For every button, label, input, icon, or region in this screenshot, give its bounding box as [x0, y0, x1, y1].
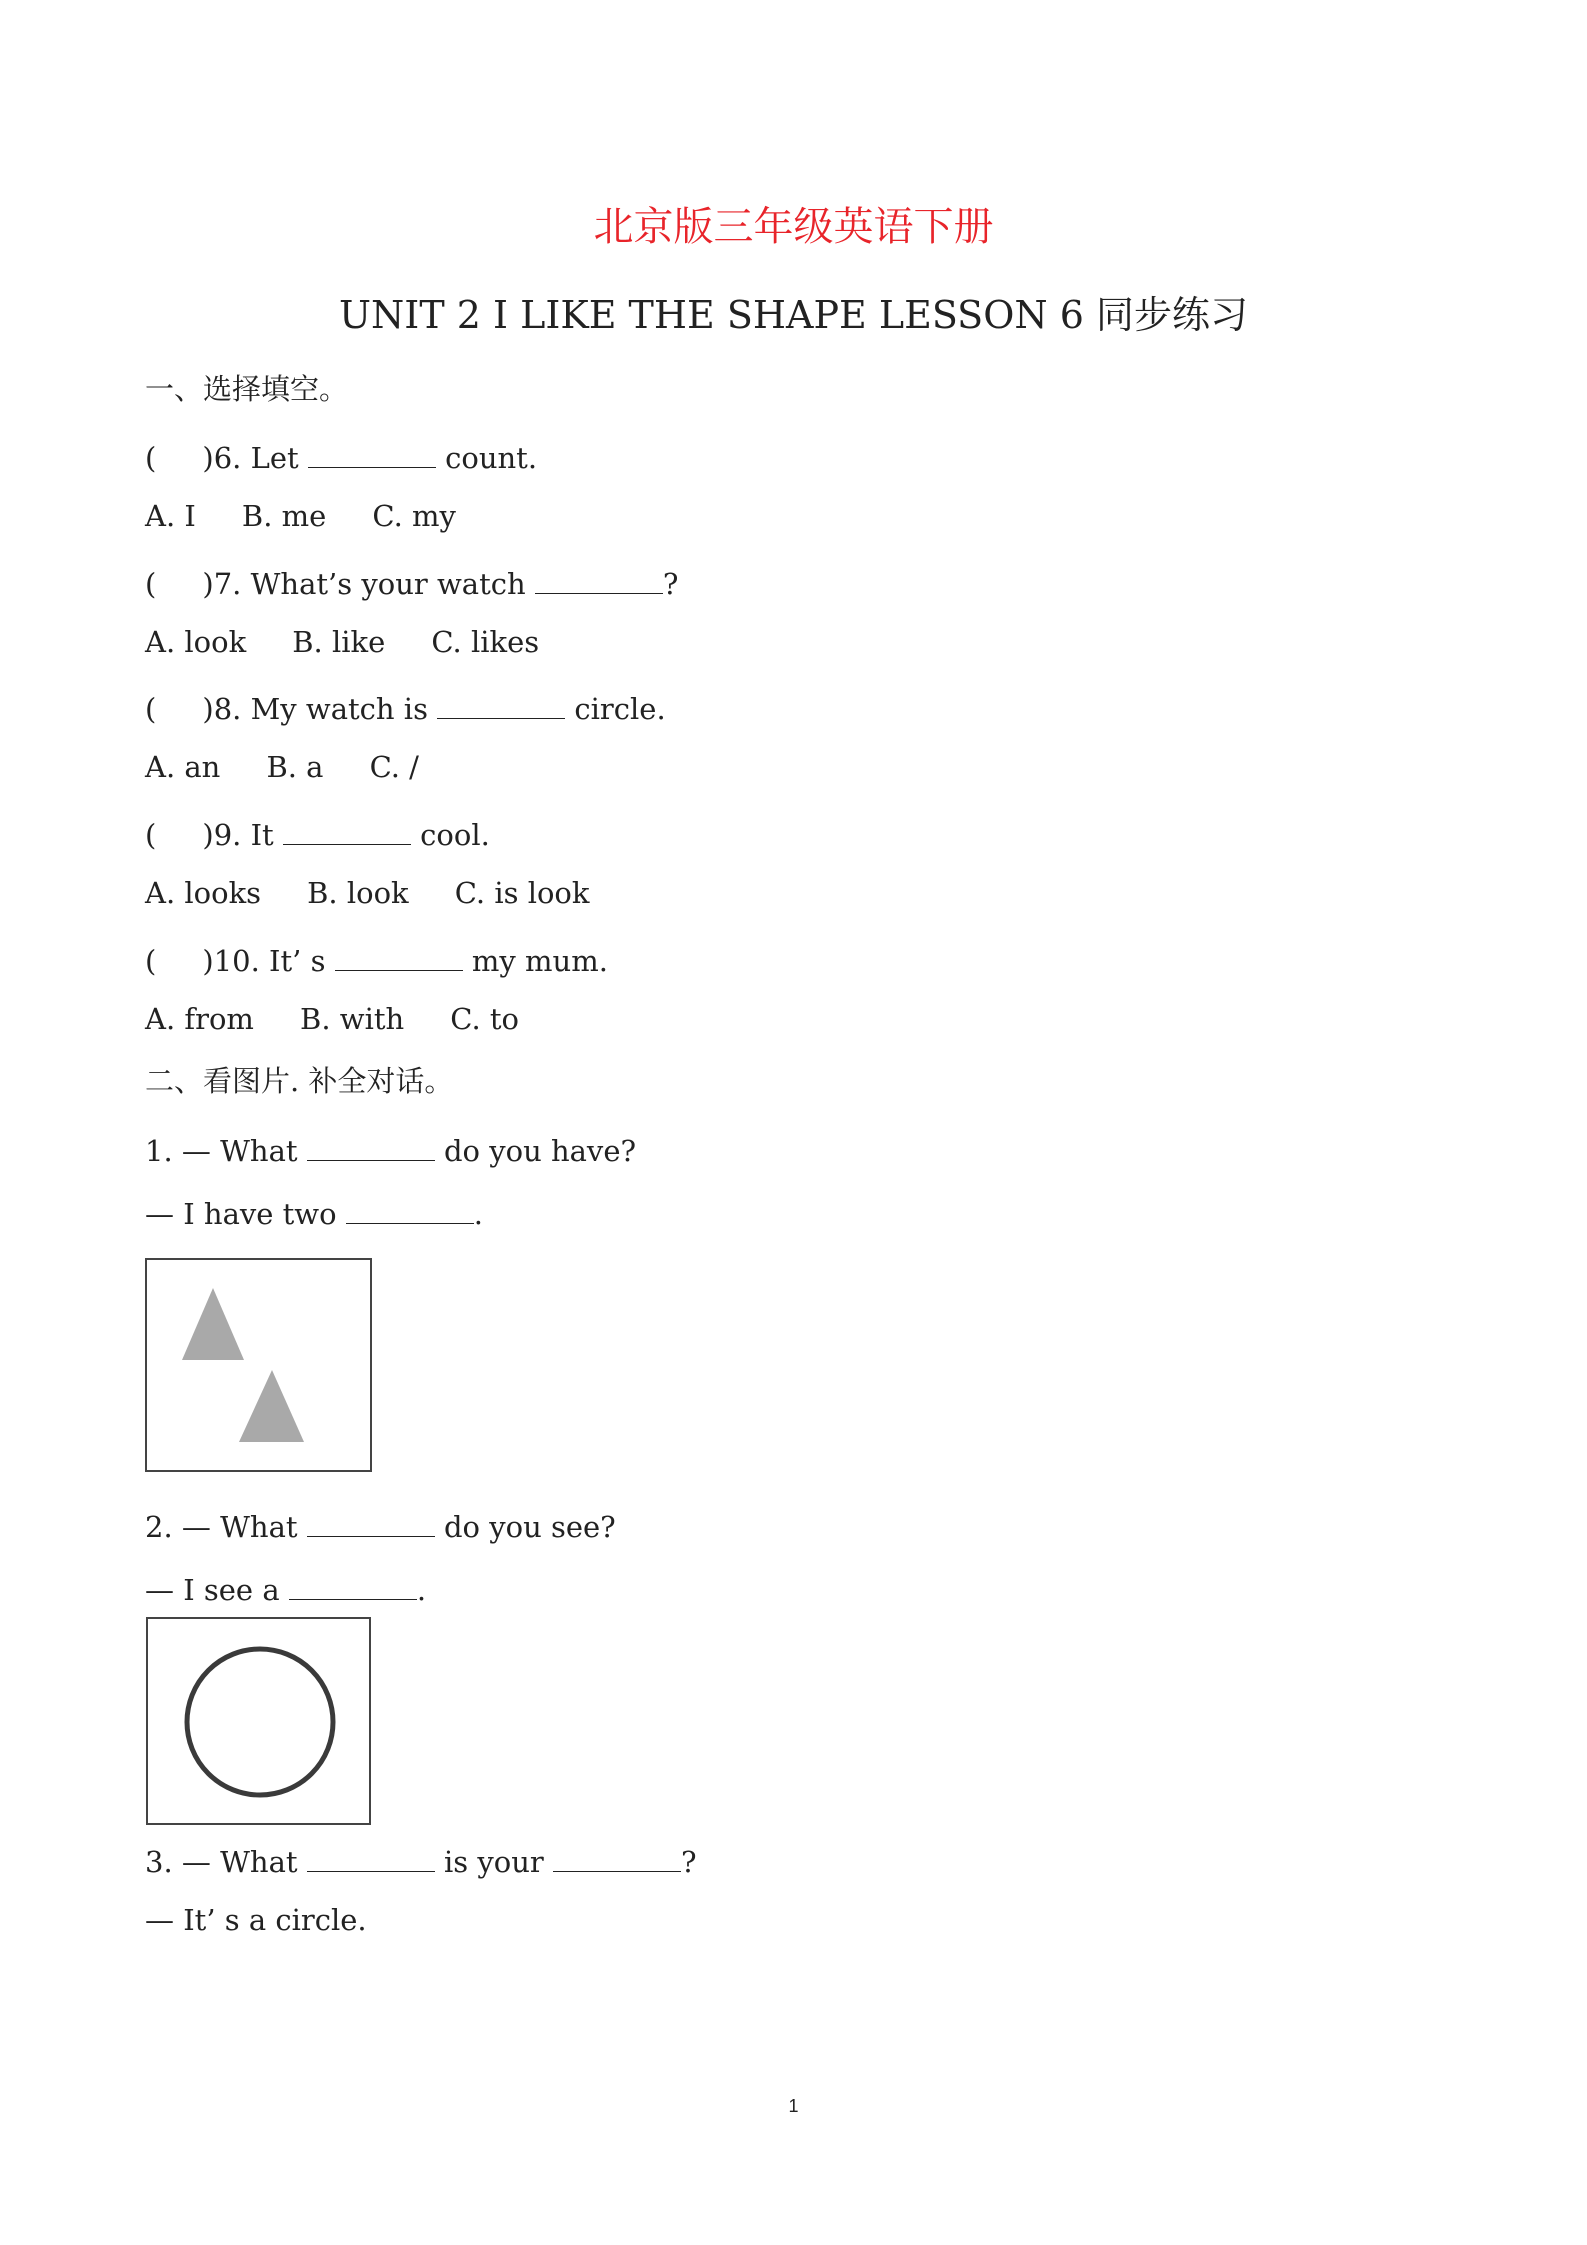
blank [335, 942, 463, 971]
triangle-shape [239, 1370, 304, 1442]
dialog-1-question [145, 1132, 636, 1166]
question-stem-end: ? [662, 567, 679, 601]
section1-heading: 一、选择填空。 [145, 372, 349, 406]
question-stem-end: my mum. [462, 944, 608, 978]
circle-shape [187, 1649, 333, 1795]
dialog-text: 3. — What [145, 1845, 307, 1879]
question-stem-end: circle. [565, 692, 666, 726]
question-stem: ( )6. Let [145, 441, 308, 475]
dialog-text: ? [680, 1845, 697, 1879]
question-6 [145, 439, 537, 473]
question-10-options: A. from B. with C. to [145, 1002, 519, 1036]
dialog-3-question [145, 1843, 697, 1877]
circle-picture [146, 1617, 371, 1825]
blank [346, 1195, 474, 1224]
question-stem: ( )8. My watch is [145, 692, 438, 726]
worksheet-title-cn: 北京版三年级英语下册 [593, 204, 994, 250]
blank [307, 1132, 435, 1161]
blank [308, 439, 436, 468]
dialog-2-answer [145, 1571, 426, 1605]
blank [437, 690, 565, 719]
question-stem: ( )10. It’ s [145, 944, 335, 978]
question-10 [145, 942, 608, 976]
dialog-text: 2. — What [145, 1510, 307, 1544]
triangles-drawing [147, 1260, 370, 1470]
question-9 [145, 816, 490, 850]
question-6-options: A. I B. me C. my [145, 499, 456, 533]
dialog-3-answer: — It’ s a circle. [145, 1903, 367, 1937]
dialog-text: . [416, 1573, 427, 1607]
question-8-options: A. an B. a C. / [145, 750, 419, 784]
dialog-text: 1. — What [145, 1134, 307, 1168]
question-stem-end: count. [435, 441, 538, 475]
question-stem: ( )9. It [145, 818, 283, 852]
dialog-text: — I have two [145, 1197, 346, 1231]
dialog-text: is your [434, 1845, 553, 1879]
blank [289, 1571, 417, 1600]
circle-drawing [148, 1619, 369, 1823]
section2-heading: 二、看图片. 补全对话。 [145, 1064, 454, 1098]
dialog-2-question [145, 1508, 616, 1542]
dialog-text: — I see a [145, 1573, 289, 1607]
blank [307, 1508, 435, 1537]
question-stem: ( )7. What’s your watch [145, 567, 535, 601]
worksheet-title-en: UNIT 2 I LIKE THE SHAPE LESSON 6 同步练习 [339, 293, 1248, 337]
page-number: 1 [788, 2096, 799, 2116]
question-stem-end: cool. [410, 818, 490, 852]
triangle-shape [182, 1288, 244, 1360]
dialog-text: do you see? [434, 1510, 616, 1544]
dialog-text: . [473, 1197, 483, 1231]
question-9-options: A. looks B. look C. is look [145, 876, 590, 910]
dialog-text: do you have? [434, 1134, 637, 1168]
blank [283, 816, 411, 845]
question-8 [145, 690, 666, 724]
dialog-1-answer [145, 1195, 483, 1229]
question-7 [145, 565, 678, 599]
question-7-options: A. look B. like C. likes [145, 625, 540, 659]
triangles-picture [145, 1258, 372, 1472]
blank [307, 1843, 435, 1872]
blank [535, 565, 663, 594]
blank [553, 1843, 681, 1872]
